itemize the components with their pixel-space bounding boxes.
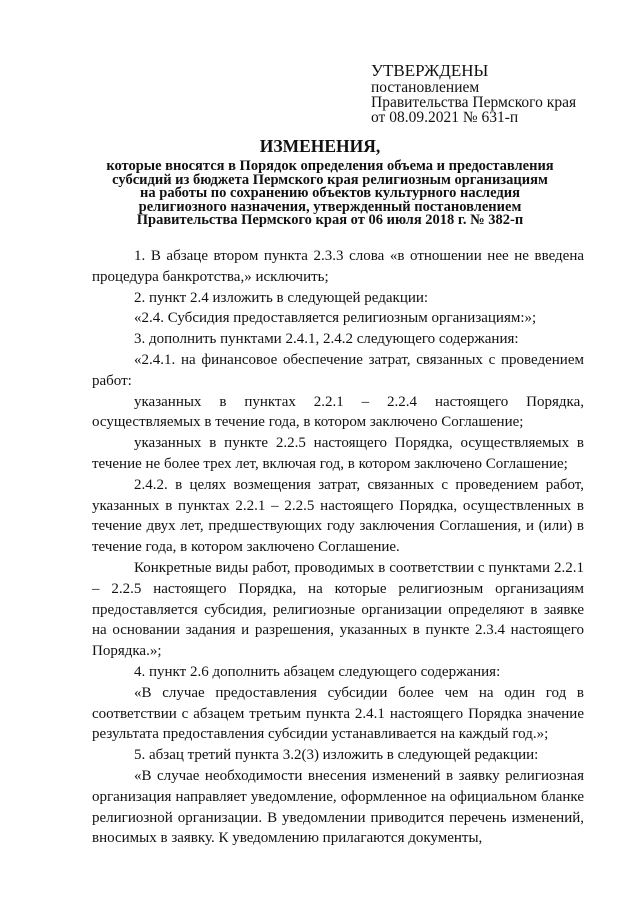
approval-stamp <box>371 62 576 125</box>
paragraph: «2.4. Субсидия предоставляется религиозным организациям:»; <box>134 310 537 327</box>
approval-line: от 08.09.2021 № 631-п <box>371 109 519 126</box>
subtitle-line: религиозного назначения, утвержденный постановлением <box>138 198 522 215</box>
paragraph: 4. пункт 2.6 дополнить абзацем следующего содержания: <box>134 663 501 680</box>
paragraph: 5. абзац третий пункта 3.2(3) изложить в следующей редакции: <box>134 747 539 764</box>
approval-line: Правительства Пермского края <box>371 94 577 111</box>
paragraph: указанных в пунктах 2.2.1 – 2.2.4 настоящего Порядка, осуществляемых в течение года, в котором заключено Соглашение; <box>92 393 584 431</box>
paragraph: «В случае необходимости внесения изменений в заявку религиозная организация направляет уведомление, оформленное на официальном бланке религиозной организации. В уведомлении приводится перечень изменений, вносимых в заявку. К уведомлению прилагаются документы, <box>92 767 584 847</box>
paragraph: 2.4.2. в целях возмещения затрат, связанных с проведением работ, указанных в пунктах 2.2.1 – 2.2.5 настоящего Порядка, осуществленных в течение двух лет, предшествующих году заключения Соглашения, и (или) в течение года, в котором заключено Соглашение. <box>92 476 584 556</box>
paragraph: «В случае предоставления субсидии более чем на один год в соответствии с абзацем третьим пункта 2.4.1 настоящего Порядка значение результата предоставления субсидии устанавливается на каждый год.»; <box>92 684 584 743</box>
subtitle-line: Правительства Пермского края от 06 июля 2018 г. № 382-п <box>136 212 524 228</box>
document-body <box>92 246 584 849</box>
document-title: ИЗМЕНЕНИЯ, <box>259 136 381 156</box>
subtitle-line: которые вносятся в Порядок определения объема и предоставления <box>106 158 554 174</box>
paragraph: 1. В абзаце втором пункта 2.3.3 слова «в отношении нее не введена процедура банкротства,» исключить; <box>92 248 584 285</box>
subtitle-line: на работы по сохранению объектов культурного наследия <box>140 185 520 201</box>
paragraph: Конкретные виды работ, проводимых в соответствии с пунктами 2.2.1 – 2.2.5 настоящего Порядка, на которые религиозным организациям предоставляется субсидия, религиозные организации определяют в заявке на основании задания и разрешения, указанных в пункте 2.3.4 настоящего Порядка.»; <box>92 559 584 660</box>
paragraph: «2.4.1. на финансовое обеспечение затрат, связанных с проведением работ: <box>92 351 584 389</box>
approval-heading: УТВЕРЖДЕНЫ <box>371 61 489 80</box>
paragraph: 2. пункт 2.4 изложить в следующей редакции: <box>134 289 429 306</box>
paragraph: 3. дополнить пунктами 2.4.1, 2.4.2 следующего содержания: <box>134 331 519 348</box>
subtitle-line: субсидий из бюджета Пермского края религиозным организациям <box>112 171 548 188</box>
paragraph: указанных в пункте 2.2.5 настоящего Порядка, осуществляемых в течение не более трех лет, включая год, в котором заключено Соглашение; <box>92 435 584 472</box>
document-subtitle <box>90 160 570 228</box>
approval-line: постановлением <box>371 79 480 96</box>
